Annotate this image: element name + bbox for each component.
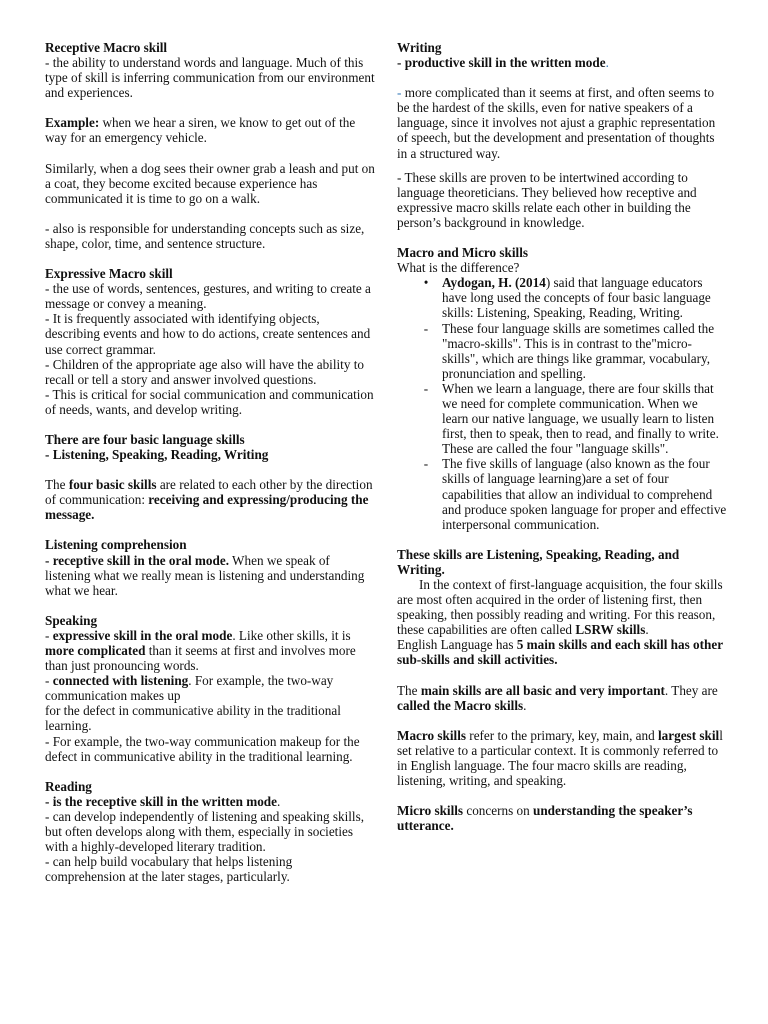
right-column [397,40,727,833]
expressive-point: - the use of words, sentences, gestures, and writing to create a message or convey a meaning. [45,281,371,312]
list-item: - When we learn a language, there are four skills that we need for complete communication. When we learn our native language, we usually learn to listen first, then to speak, then to read, and finally to write. These are called the four "language skills". [397,381,727,456]
left-column [45,40,375,884]
macro-micro-list [397,275,727,532]
micro-skills-paragraph: Micro skills concerns on understanding the speaker’s utterance. [397,803,693,834]
these-skills-paragraph: These skills are Listening, Speaking, Reading, and Writing. [397,546,680,577]
speaking-point-continued: for the defect in communicative ability in the traditional learning. [45,703,341,734]
four-skills-heading: There are four basic language skills [45,431,245,447]
dash-marker: - [423,320,429,336]
macro-micro-question: What is the difference? [397,260,520,276]
list-item: - These four language skills are sometimes called the "macro-skills". This is in contrast to the"micro-skills", which are things like grammar, vocabulary, pronunciation and spelling. [397,321,727,381]
listening-paragraph: - receptive skill in the oral mode. When we speak of listening what we really mean is listening and understanding what we hear. [45,552,365,598]
reading-point: - is the receptive skill in the written mode. [45,793,281,809]
dash-marker: - [423,456,429,472]
expressive-point: - Children of the appropriate age also will have the ability to recall or tell a story and answer involved questions. [45,356,364,387]
writing-heading: Writing [397,40,442,55]
receptive-definition: - the ability to understand words and language. Much of this type of skill is inferring communication from our environment and experiences. [45,55,375,101]
expressive-point: - This is critical for social communication and communication of needs, wants, and develop writing. [45,386,374,417]
dash-marker: - [423,380,429,396]
reading-point: - can help build vocabulary that helps listening comprehension at the later stages, particularly. [45,854,293,885]
english-paragraph: English Language has 5 main skills and each skill has other sub-skills and skill activities. [397,637,723,668]
speaking-point: - connected with listening. For example, the two-way communication makes up [45,673,334,704]
reading-point: - can develop independently of listening and speaking skills, but often develops along with them, especially in societies with a highly-developed literary tradition. [45,808,364,855]
reading-heading: Reading [45,778,92,794]
listening-heading: Listening comprehension [45,537,187,553]
macro-micro-heading: Macro and Micro skills [397,245,529,261]
speaking-heading: Speaking [45,612,98,628]
context-paragraph: In the context of first-language acquisition, the four skills are most often acquired in the order of listening first, then speaking, then possibly reading and writing. For this reason, these capabilities are often called LSRW skills. [397,577,723,638]
writing-paragraph: - more complicated than it seems at first, and often seems to be the hardest of the skills, even for native speakers of a language, since it involves not ajust a graphic representation of speech, but the development and presentation of thoughts in a structured way. [397,85,716,161]
similarly-paragraph: Similarly, when a dog sees their owner grab a leash and put on a coat, they become excited because experience has communicated it is time to go on a walk. [45,160,375,206]
list-item: - The five skills of language (also known as the four skills of language learning)are a set of four capabilities that allow an individual to comprehend and produce spoken language for proper and effective interpersonal communication. [397,456,727,531]
writing-paragraph: - These skills are proven to be intertwined according to language theoreticians. They believed how receptive and expressive macro skills relate each other in building the person’s background in knowledge. [397,169,697,230]
macro-skills-paragraph: Macro skills refer to the primary, key, main, and largest skill set relative to a particular context. It is commonly referred to in English language. The four macro skills are reading, listening, writing, and speaking. [397,727,723,789]
speaking-point: - For example, the two-way communication makeup for the defect in communicative ability in the traditional learning. [45,733,360,764]
speaking-point: - expressive skill in the oral mode. Like other skills, it is more complicated than it seems at first and involves more than just pronouncing words. [45,627,356,674]
also-paragraph: - also is responsible for understanding concepts such as size, shape, color, time, and sentence structure. [45,220,365,251]
expressive-heading: Expressive Macro skill [45,266,173,282]
example-label: Example: [45,115,100,131]
writing-subheading: - productive skill in the written mode. [397,55,609,71]
example-paragraph: Example: when we hear a siren, we know to get out of the way for an emergency vehicle. [45,115,356,146]
list-item: • Aydogan, H. (2014) said that language educators have long used the concepts of four basic language skills: Listening, Speaking, Reading, Writing. [397,275,727,320]
bullet-marker: • [423,275,429,291]
expressive-point: - It is frequently associated with identifying objects, describing events and how to do actions, create sentences and use correct grammar. [45,311,371,357]
four-skills-list: - Listening, Speaking, Reading, Writing [45,447,269,463]
main-skills-paragraph: The main skills are all basic and very important. They are called the Macro skills. [397,682,718,713]
receptive-heading: Receptive Macro skill [45,40,168,55]
four-skills-paragraph: The four basic skills are related to each other by the direction of communication: receiving and expressing/producing the message. [45,477,373,523]
